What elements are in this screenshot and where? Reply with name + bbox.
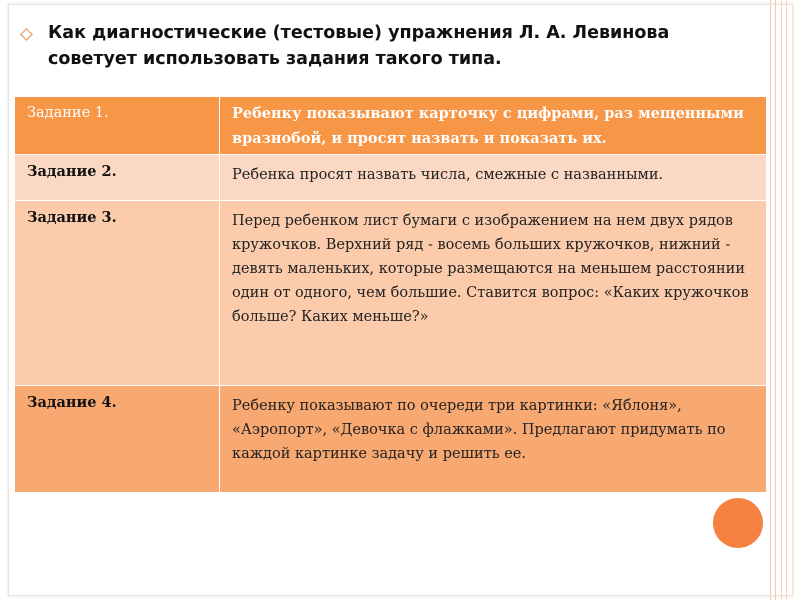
decor-line xyxy=(781,0,782,600)
decor-line xyxy=(770,0,771,600)
slide-title: Как диагностические (тестовые) упражнения Л. А. Левинова советует использовать задания такого типа. xyxy=(48,23,670,69)
description-cell: Ребенку показывают по очереди три картинки: «Яблоня», «Аэропорт», «Девочка с флажками». Предлагают придумать по каждой картинке задачу и решить ее. xyxy=(232,398,726,462)
table-header-row xyxy=(15,97,766,154)
description-cell: Ребенка просят назвать числа, смежные с названными. xyxy=(232,167,664,183)
decor-line xyxy=(775,0,776,600)
task-cell: Задание 2. xyxy=(15,155,220,200)
decor-line xyxy=(786,0,787,600)
orange-circle-decoration xyxy=(713,498,763,548)
task-cell: Задание 4. xyxy=(15,386,220,492)
task-cell: Задание 1. xyxy=(15,97,220,154)
table-row xyxy=(15,155,766,200)
task-cell: Задание 3. xyxy=(15,201,220,385)
description-cell: Ребенку показывают карточку с цифрами, раз мещенными вразнобой, и просят назвать и показать их. xyxy=(232,105,744,147)
table-row xyxy=(15,386,766,492)
description-cell: Перед ребенком лист бумаги с изображением на нем двух рядов кружочков. Верхний ряд - восемь больших кружочков, нижний - девять маленьких, которые размещаются на меньшем расстоянии один от одного, чем большие. Ставится вопрос: «Каких кружочков больше? Каких меньше?» xyxy=(232,213,749,325)
table-row xyxy=(15,201,766,385)
